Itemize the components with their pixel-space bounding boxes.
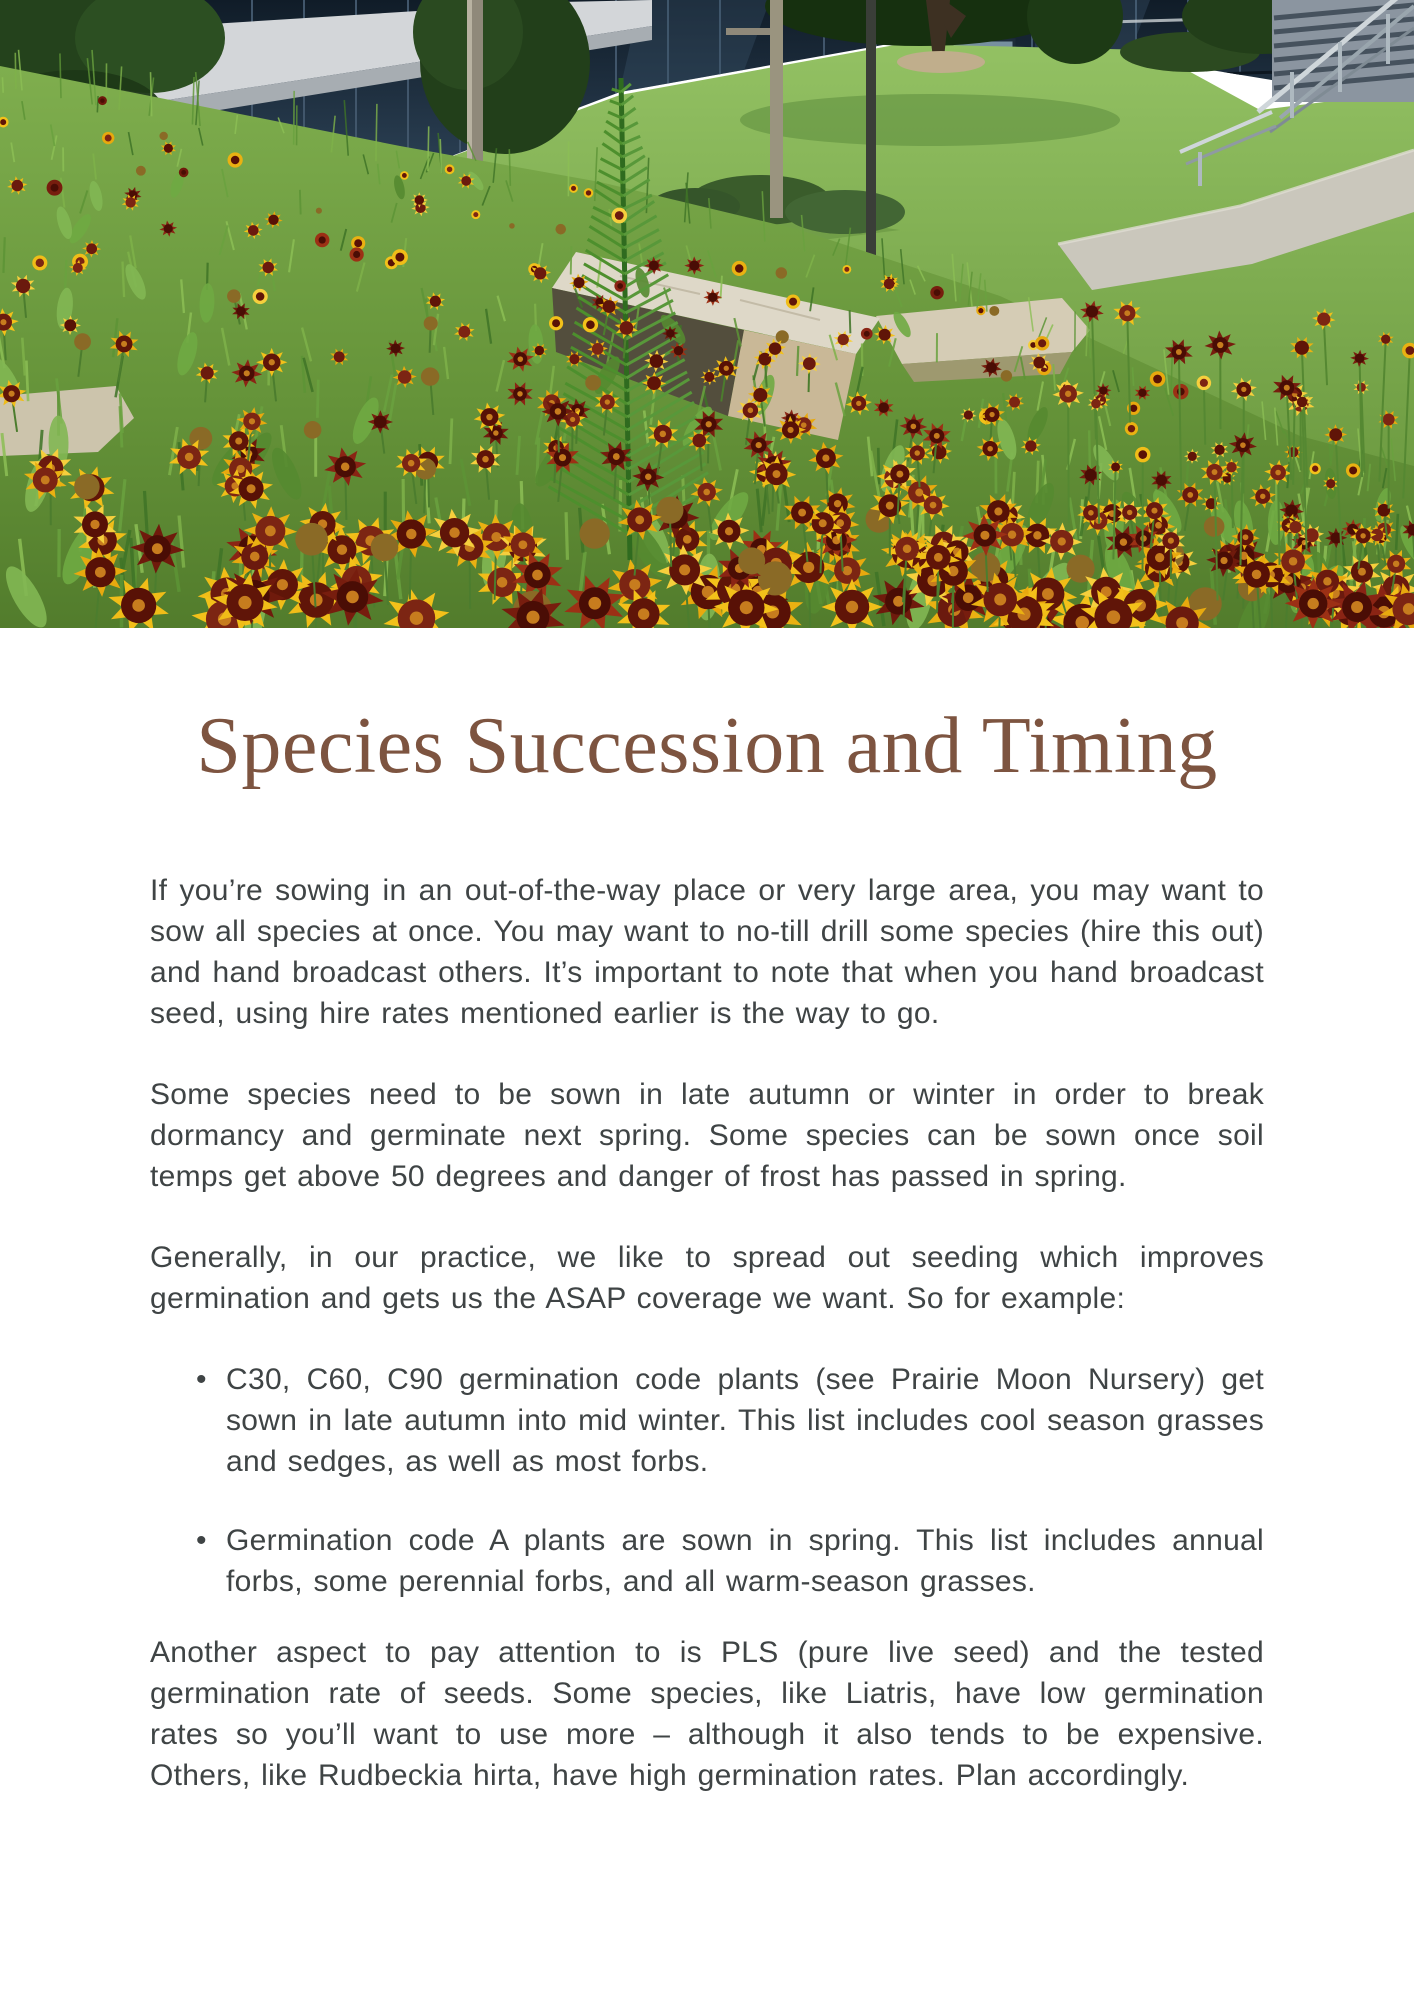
bullet-list <box>150 1359 1264 1602</box>
paragraph-dormancy: Some species need to be sown in late autumn or winter in order to break dormancy and germinate next spring. Some species can be sown once soil temps get above 50 degrees and danger of frost has passed in spring. <box>150 1077 1264 1193</box>
list-item-germination-codes: • C30, C60, C90 germination code plants (see Prairie Moon Nursery) get sown in late autumn into mid winter. This list includes cool season grasses and sedges, as well as most forbs. <box>226 1359 1264 1482</box>
list-item-code-a: • Germination code A plants are sown in spring. This list includes annual forbs, some perennial forbs, and all warm-season grasses. <box>226 1520 1264 1602</box>
paragraph-practice: Generally, in our practice, we like to spread out seeding which improves germination and gets us the ASAP coverage we want. So for example: <box>150 1240 1264 1315</box>
mulch-ring <box>897 51 985 73</box>
page-title: Species Succession and Timing <box>196 702 1218 790</box>
article-body <box>150 870 1264 1796</box>
hero-photo <box>0 0 1414 628</box>
sign-pole <box>770 0 783 218</box>
hero-photo-scene <box>0 0 1414 628</box>
paragraph-pls: Another aspect to pay attention to is PLS (pure live seed) and the tested germination rate of seeds. Some species, like Liatris, have low germination rates so you’ll want to use more – although it also tends to be expensive. Others, like Rudbeckia hirta, have high germination rates. Plan accordingly. <box>150 1635 1264 1792</box>
paragraph-sowing: If you’re sowing in an out-of-the-way place or very large area, you may want to sow all species at once. You may want to no-till drill some species (hire this out) and hand broadcast others. It’s important to note that when you hand broadcast seed, using hire rates mentioned earlier is the way to go. <box>150 873 1264 1030</box>
